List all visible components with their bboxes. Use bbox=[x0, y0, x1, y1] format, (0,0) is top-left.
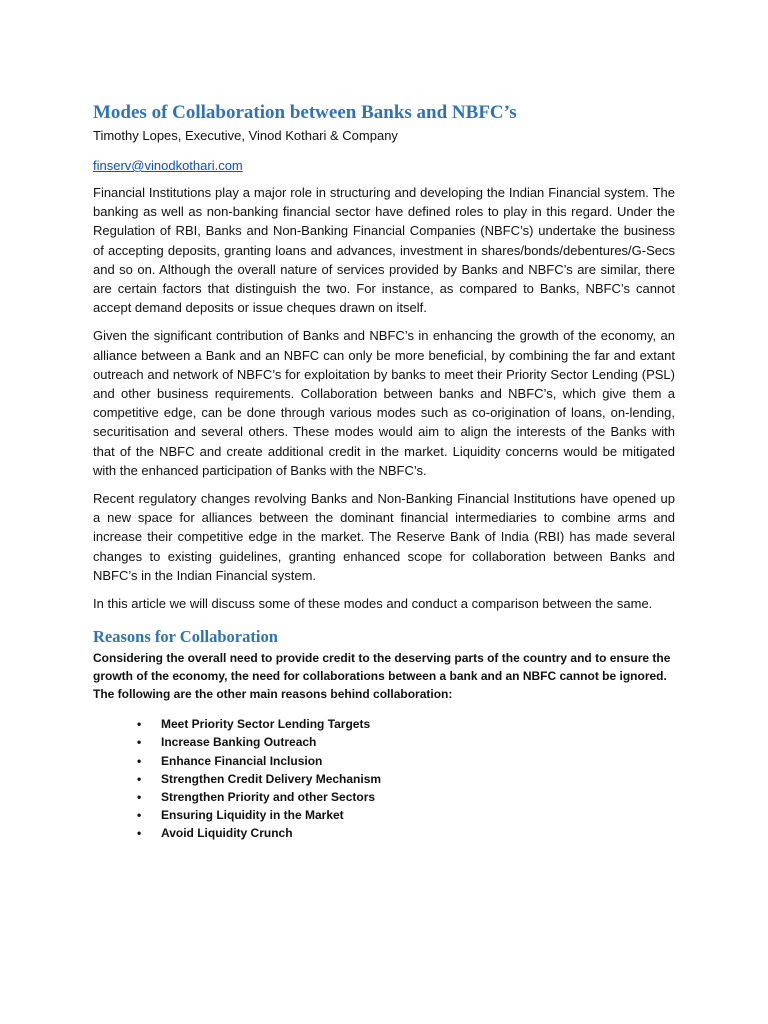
list-item-label: Avoid Liquidity Crunch bbox=[161, 826, 293, 841]
list-item bbox=[137, 770, 675, 788]
paragraph-article-scope: In this article we will discuss some of these modes and conduct a comparison between the same. bbox=[93, 596, 653, 612]
section-intro: Considering the overall need to provide credit to the deserving parts of the country and to ensure the growth of the economy, the need for collaborations between a bank and an NBFC cannot be ignored. The following are the other main reasons behind collaboration: bbox=[93, 651, 671, 702]
list-item-label: Strengthen Credit Delivery Mechanism bbox=[161, 771, 382, 786]
list-item bbox=[137, 752, 675, 770]
author-line: Timothy Lopes, Executive, Vinod Kothari & Company bbox=[93, 128, 398, 143]
bullet-icon: • bbox=[137, 753, 142, 768]
bullet-icon: • bbox=[137, 808, 142, 823]
list-item bbox=[137, 715, 675, 733]
list-item bbox=[137, 824, 675, 842]
bullet-icon: • bbox=[137, 717, 142, 732]
paragraph-intro: Financial Institutions play a major role in structuring and developing the Indian Financial system. The banking as well as non-banking financial sector have defined roles to play in this regard. Under the Regulation of RBI, Banks and Non-Banking Financial Companies (NBFC’s) undertake the business of accepting deposits, granting loans and advances, investment in shares/bonds/debentures/G-Secs and so on. Although the overall nature of services provided by Banks and NBFC’s are similar, there are certain factors that distinguish the two. For instance, as compared to Banks, NBFC’s cannot accept demand deposits or issue cheques drawn on itself. bbox=[93, 185, 675, 316]
bullet-icon: • bbox=[137, 771, 142, 786]
paragraph-alliance: Given the significant contribution of Banks and NBFC’s in enhancing the growth of the economy, an alliance between a Bank and an NBFC can only be more beneficial, by combining the far and extant outreach and network of NBFC’s for exploitation by banks to meet their Priority Sector Lending (PSL) and other business requirements. Collaboration between banks and NBFC’s, which give them a competitive edge, can be done through various modes such as co-origination of loans, on-lending, securitisation and several others. These modes would aim to align the interests of the Banks with that of the NBFC and create additional credit in the market. Liquidity concerns would be mitigated with the enhanced participation of Banks with the NBFC’s. bbox=[93, 328, 675, 478]
section-heading: Reasons for Collaboration bbox=[93, 627, 278, 647]
list-item-label: Ensuring Liquidity in the Market bbox=[161, 808, 344, 823]
bullet-icon: • bbox=[137, 735, 142, 750]
bullet-icon: • bbox=[137, 826, 142, 841]
reasons-list bbox=[93, 715, 675, 842]
document-title: Modes of Collaboration between Banks and NBFC’s bbox=[93, 102, 517, 123]
paragraph-regulatory: Recent regulatory changes revolving Banks and Non-Banking Financial Institutions have opened up a new space for alliances between the dominant financial intermediaries to combine arms and increase their competitive edge in the market. The Reserve Bank of India (RBI) has made several changes to existing guidelines, granting enhanced scope for collaboration between Banks and NBFC’s in the Indian Financial system. bbox=[93, 491, 675, 583]
list-item-label: Meet Priority Sector Lending Targets bbox=[161, 717, 371, 732]
list-item bbox=[137, 806, 675, 824]
list-item-label: Enhance Financial Inclusion bbox=[161, 753, 323, 768]
bullet-icon: • bbox=[137, 790, 142, 805]
list-item bbox=[137, 788, 675, 806]
document-page bbox=[93, 100, 675, 843]
list-item bbox=[137, 733, 675, 751]
email-link[interactable]: finserv@vinodkothari.com bbox=[93, 158, 243, 173]
list-item-label: Increase Banking Outreach bbox=[161, 735, 317, 750]
list-item-label: Strengthen Priority and other Sectors bbox=[161, 790, 376, 805]
